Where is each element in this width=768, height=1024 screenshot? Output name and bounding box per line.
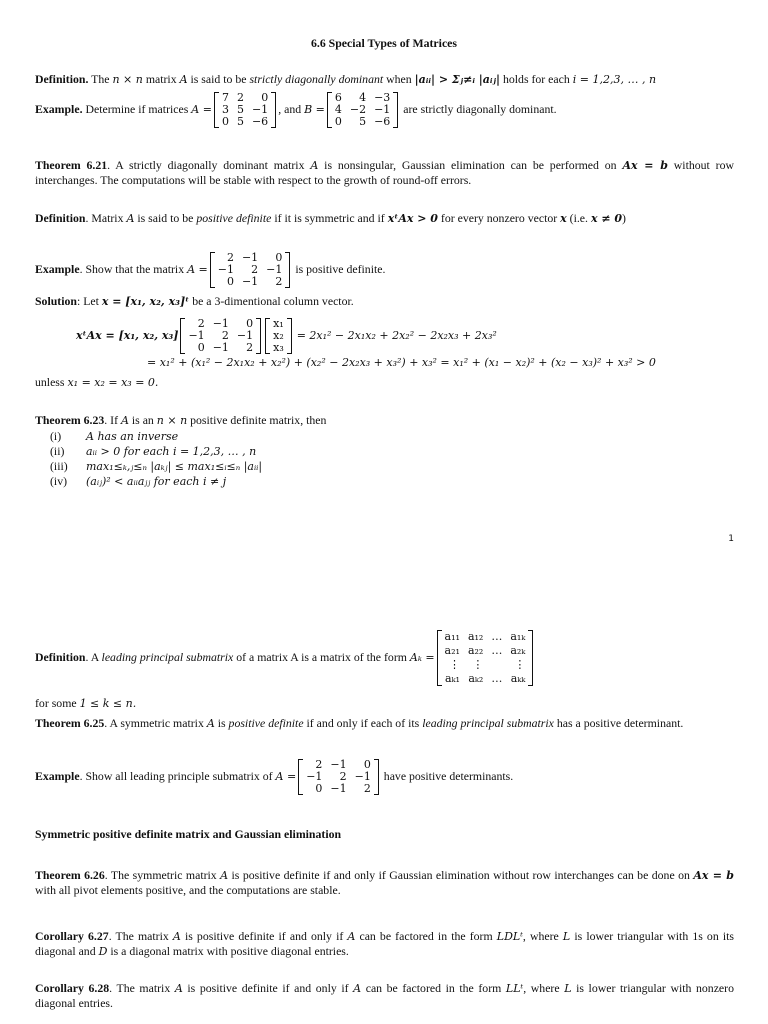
theorem-6-26: Theorem 6.26. The symmetric matrix A is positive definite if and only if Gaussian elimination without row interchanges can be done on Ax = b with all pivot elements positive, and the computations are stable. <box>35 868 734 897</box>
definition-range: for some 1 ≤ k ≤ n. <box>35 696 137 710</box>
matrix-entry: 2 <box>221 329 229 343</box>
matrix-entry: 0 <box>246 317 254 331</box>
matrix-entry: 0 <box>315 782 323 796</box>
matrix-entry: −1 <box>212 317 229 331</box>
solution-condition: unless x₁ = x₂ = x₃ = 0. <box>35 375 159 389</box>
matrix-entry: ⋮ <box>448 658 460 672</box>
matrix-entry: 4 <box>359 91 367 105</box>
definition-positive-definite: Definition. Matrix A is said to be positive definite if it is symmetric and if xᵗAx > 0 for every nonzero vector x (i.e. x ≠ 0) <box>35 211 626 225</box>
matrix-entry: 2 <box>275 275 283 289</box>
matrix-entry: a₁₁ <box>444 630 460 644</box>
matrix-entry: −1 <box>354 770 371 784</box>
list-item: (iv) (aᵢⱼ)² < aᵢᵢaⱼⱼ for each i ≠ j <box>50 474 227 488</box>
matrix-a-example <box>210 252 291 288</box>
solution-matrix <box>180 318 261 354</box>
matrix-entry <box>487 658 506 672</box>
example-positive-definite: Example. Show that the matrix A = 2 −1 0 −1 2 −1 0 −1 2 is positive definite. <box>35 251 386 289</box>
matrix-entry: −3 <box>374 91 391 105</box>
page-title: 6.6 Special Types of Matrices <box>310 36 458 50</box>
matrix-entry: 5 <box>359 115 367 129</box>
matrix-entry: 7 <box>221 91 229 105</box>
page-number: 1 <box>728 534 734 544</box>
matrix-a-example-3 <box>298 759 379 795</box>
corollary-6-28: Corollary 6.28. The matrix A is positive definite if and only if A can be factored in the form LLᵗ, where L is lower triangular with nonzero diagonal entries. <box>35 981 734 1010</box>
matrix-entry: −6 <box>251 115 269 129</box>
matrix-entry: −1 <box>212 341 229 355</box>
matrix-entry: −1 <box>330 782 347 796</box>
matrix-entry: 2 <box>236 91 244 105</box>
definition-leading-principal-submatrix: Definition. A leading principal submatrix of a matrix A is a matrix of the form Aₖ = a₁₁ a₁₂ … a₁ₖ a₂₁ a₂₂ … a₂ₖ ⋮ ⋮ ⋮ aₖ₁ aₖ₂ … aₖₖ <box>35 625 734 690</box>
matrix-entry: −1 <box>266 263 283 277</box>
matrix-entry: −1 <box>330 758 347 772</box>
matrix-entry: 2 <box>246 341 254 355</box>
matrix-entry: −1 <box>188 329 205 343</box>
matrix-entry: 2 <box>339 770 347 784</box>
matrix-entry: −1 <box>241 251 259 265</box>
matrix-entry: x₁ <box>273 317 284 331</box>
matrix-entry: x₂ <box>273 329 284 343</box>
matrix-entry: 2 <box>363 782 371 796</box>
matrix-entry: … <box>491 630 503 644</box>
matrix-entry: −1 <box>374 103 391 117</box>
matrix-entry: a₁ₖ <box>510 630 526 644</box>
matrix-entry: 0 <box>334 115 342 129</box>
matrix-entry: a₂₁ <box>444 644 460 658</box>
theorem-6-25: Theorem 6.25. A symmetric matrix A is positive definite if and only if each of its leading principal submatrix has a positive determinant. <box>35 716 684 730</box>
matrix-entry: ⋮ <box>472 658 484 672</box>
example-leading-submatrix: Example. Show all leading principle submatrix of A = 2 −1 0 −1 2 −1 0 −1 2 have positive determinants. <box>35 758 514 796</box>
matrix-entry: aₖₖ <box>510 672 526 686</box>
definition-strictly-diagonally-dominant: Definition. The n × n matrix A is said to be strictly diagonally dominant when |aᵢᵢ| > Σⱼ≠ᵢ |aᵢⱼ| holds for each i = 1,2,3, … , n <box>35 72 657 86</box>
matrix-entry: −1 <box>251 103 269 117</box>
matrix-entry: aₖ₁ <box>444 672 460 686</box>
example-diagonal-dominance: Example. Determine if matrices A = 7 2 0 3 5 −1 0 5 −6 , and B = 6 4 −3 4 −2 −1 0 5 −6 are strictly diagonally dominant. <box>35 91 557 129</box>
matrix-entry: aₖ₂ <box>468 672 484 686</box>
matrix-entry: −1 <box>306 770 323 784</box>
matrix-b <box>327 92 398 128</box>
list-item: (iii) max₁≤ₖ,ⱼ≤ₙ |aₖⱼ| ≤ max₁≤ᵢ≤ₙ |aᵢᵢ| <box>50 459 263 473</box>
matrix-ak <box>437 630 534 686</box>
corollary-6-27: Corollary 6.27. The matrix A is positive definite if and only if A can be factored in the form LDLᵗ, where L is lower triangular with 1s on its diagonal and D is a diagonal matrix with positive diagonal entries. <box>35 929 734 958</box>
matrix-entry: 4 <box>334 103 342 117</box>
matrix-entry: 2 <box>226 251 234 265</box>
section-heading: Symmetric positive definite matrix and Gaussian elimination <box>35 827 342 841</box>
matrix-a <box>214 92 276 128</box>
matrix-entry: 0 <box>226 275 234 289</box>
matrix-entry: −2 <box>349 103 367 117</box>
matrix-entry: 5 <box>236 103 244 117</box>
matrix-entry: 5 <box>236 115 244 129</box>
theorem-6-21: Theorem 6.21. A strictly diagonally dominant matrix A is nonsingular, Gaussian elimination can be performed on Ax = b without row interchanges. The computations will be stable with respect to the growth of round-off errors. <box>35 158 735 187</box>
matrix-entry: −1 <box>241 275 259 289</box>
matrix-entry: x₃ <box>273 341 284 355</box>
matrix-entry: 0 <box>261 91 269 105</box>
solution-expansion: = x₁² + (x₁² − 2x₁x₂ + x₂²) + (x₂² − 2x₂x₃ + x₃²) + x₃² = x₁² + (x₁ − x₂)² + (x₂ − x₃)² + x₃² > 0 <box>147 356 656 369</box>
matrix-entry: 0 <box>275 251 283 265</box>
solution-quadratic-form: xᵗAx = [x₁, x₂, x₃] 2 −1 0 −1 2 −1 0 −1 2 x₁ x₂ x₃ = 2x₁² − 2x₁x₂ + 2x₂² − 2x₂x₃ + 2x₃² <box>76 317 497 355</box>
theorem-6-23-list <box>50 429 262 489</box>
matrix-entry: 2 <box>251 263 259 277</box>
matrix-entry: −1 <box>217 263 234 277</box>
matrix-entry: 0 <box>197 341 205 355</box>
list-item: (i) A has an inverse <box>50 429 179 443</box>
matrix-entry: −6 <box>374 115 391 129</box>
solution-intro: Solution: Let x = [x₁, x₂, x₃]ᵗ be a 3-dimentional column vector. <box>35 294 354 308</box>
theorem-6-23: Theorem 6.23. If A is an n × n positive definite matrix, then <box>35 413 327 427</box>
matrix-entry: a₂₂ <box>467 644 484 658</box>
matrix-entry: 0 <box>221 115 229 129</box>
matrix-entry: 2 <box>197 317 205 331</box>
matrix-entry: 6 <box>334 91 342 105</box>
matrix-entry: … <box>491 644 503 658</box>
matrix-entry: … <box>491 672 503 686</box>
matrix-entry: ⋮ <box>514 658 526 672</box>
matrix-entry: 3 <box>221 103 229 117</box>
matrix-entry: 0 <box>363 758 371 772</box>
matrix-entry: 2 <box>315 758 323 772</box>
list-item: (ii) aᵢᵢ > 0 for each i = 1,2,3, … , n <box>50 444 257 458</box>
solution-vector <box>265 318 292 354</box>
matrix-entry: a₂ₖ <box>510 644 526 658</box>
matrix-entry: a₁₂ <box>467 630 484 644</box>
matrix-entry: −1 <box>236 329 254 343</box>
